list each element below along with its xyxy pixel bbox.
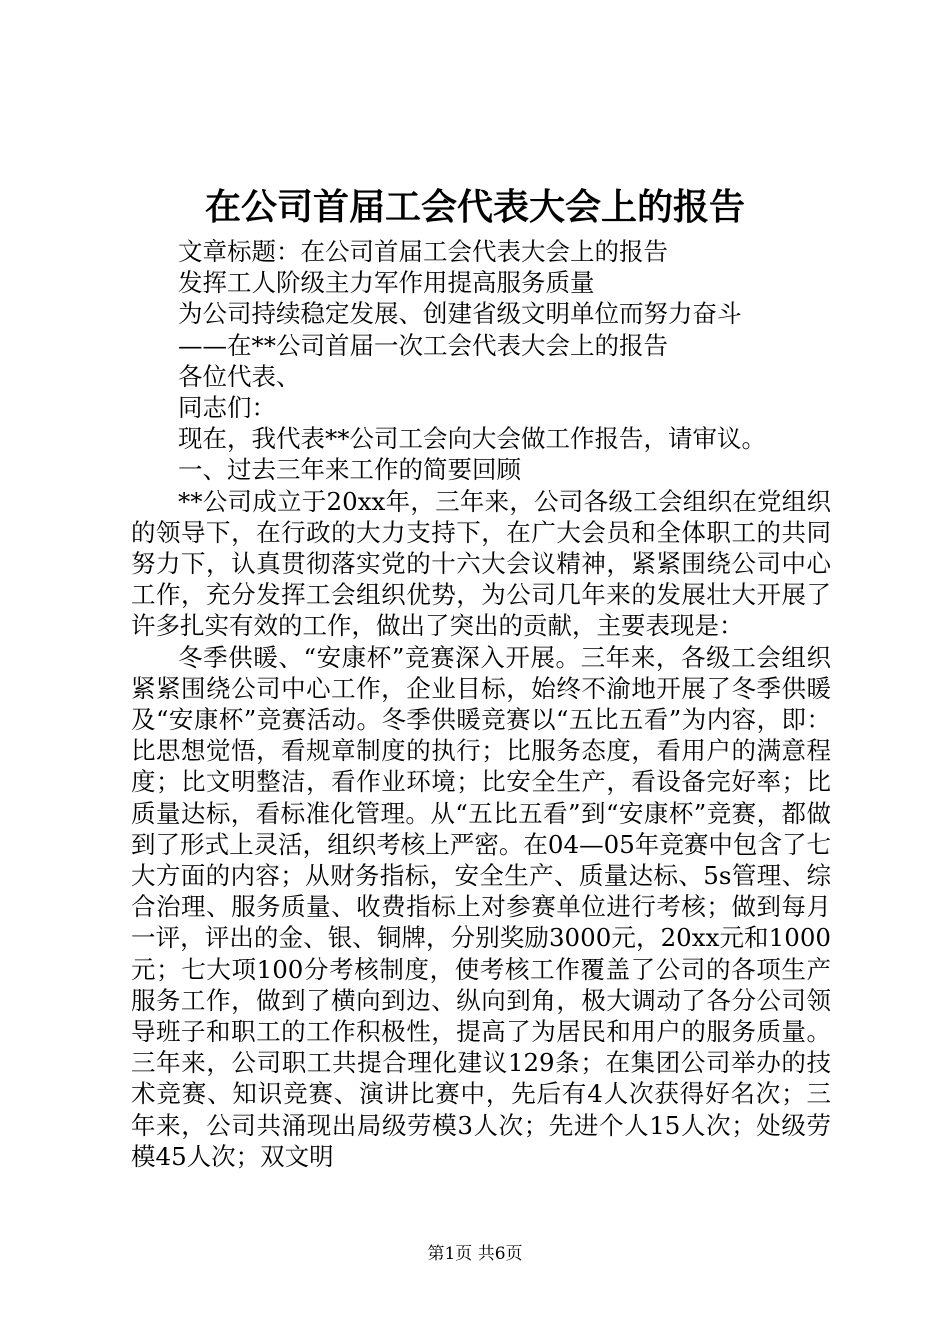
salutation-line-2: 同志们： xyxy=(178,393,276,423)
opening-line: 现在，我代表**公司工会向大会做工作报告，请审议。 xyxy=(178,424,766,454)
salutation-line-1: 各位代表、 xyxy=(178,361,301,391)
headline-line-1: 发挥工人阶级主力军作用提高服务质量 xyxy=(178,268,595,298)
document-body xyxy=(131,236,831,1172)
headline-line-2: 为公司持续稳定发展、创建省级文明单位而努力奋斗 xyxy=(178,299,742,329)
page-number-footer: 第1页 共6页 xyxy=(427,1244,523,1264)
section-heading: 一、过去三年来工作的简要回顾 xyxy=(178,455,521,485)
document-title: 在公司首届工会代表大会上的报告 xyxy=(204,187,745,228)
body-paragraph: **公司成立于20xx年，三年来，公司各级工会组织在党组织的领导下，在行政的大力支持下，在广大会员和全体职工的共同努力下，认真贯彻落实党的十六大会议精神，紧紧围绕公司中心工作，充分发挥工会组织优势，为公司几年来的发展壮大开展了许多扎实有效的工作，做出了突出的贡献，主要表现是： xyxy=(131,486,831,641)
body-paragraph: 冬季供暖、“安康杯”竞赛深入开展。三年来，各级工会组织紧紧围绕公司中心工作，企业目标，始终不渝地开展了冬季供暖及“安康杯”竞赛活动。冬季供暖竞赛以“五比五看”为内容，即：比思想觉悟，看规章制度的执行；比服务态度，看用户的满意程度；比文明整洁，看作业环境；比安全生产，看设备完好率；比质量达标，看标准化管理。从“五比五看”到“安康杯”竞赛，都做到了形式上灵活，组织考核上严密。在04—05年竞赛中包含了七大方面的内容；从财务指标，安全生产、质量达标、5s管理、综合治理、服务质量、收费指标上对参赛单位进行考核；做到每月一评，评出的金、银、铜牌，分别奖励3000元，20xx元和1000元；七大项100分考核制度，使考核工作覆盖了公司的各项生产服务工作，做到了横向到边、纵向到角，极大调动了各分公司领导班子和职工的工作积极性，提高了为居民和用户的服务质量。三年来，公司职工共提合理化建议129条；在集团公司举办的技术竞赛、知识竞赛、演讲比赛中，先后有4人次获得好名次；三年来，公司共涌现出局级劳模3人次；先进个人15人次；处级劳模45人次；双文明 xyxy=(131,642,831,1171)
subtitle-line: ——在**公司首届一次工会代表大会上的报告 xyxy=(178,330,668,360)
article-title-line: 文章标题：在公司首届工会代表大会上的报告 xyxy=(178,237,668,266)
